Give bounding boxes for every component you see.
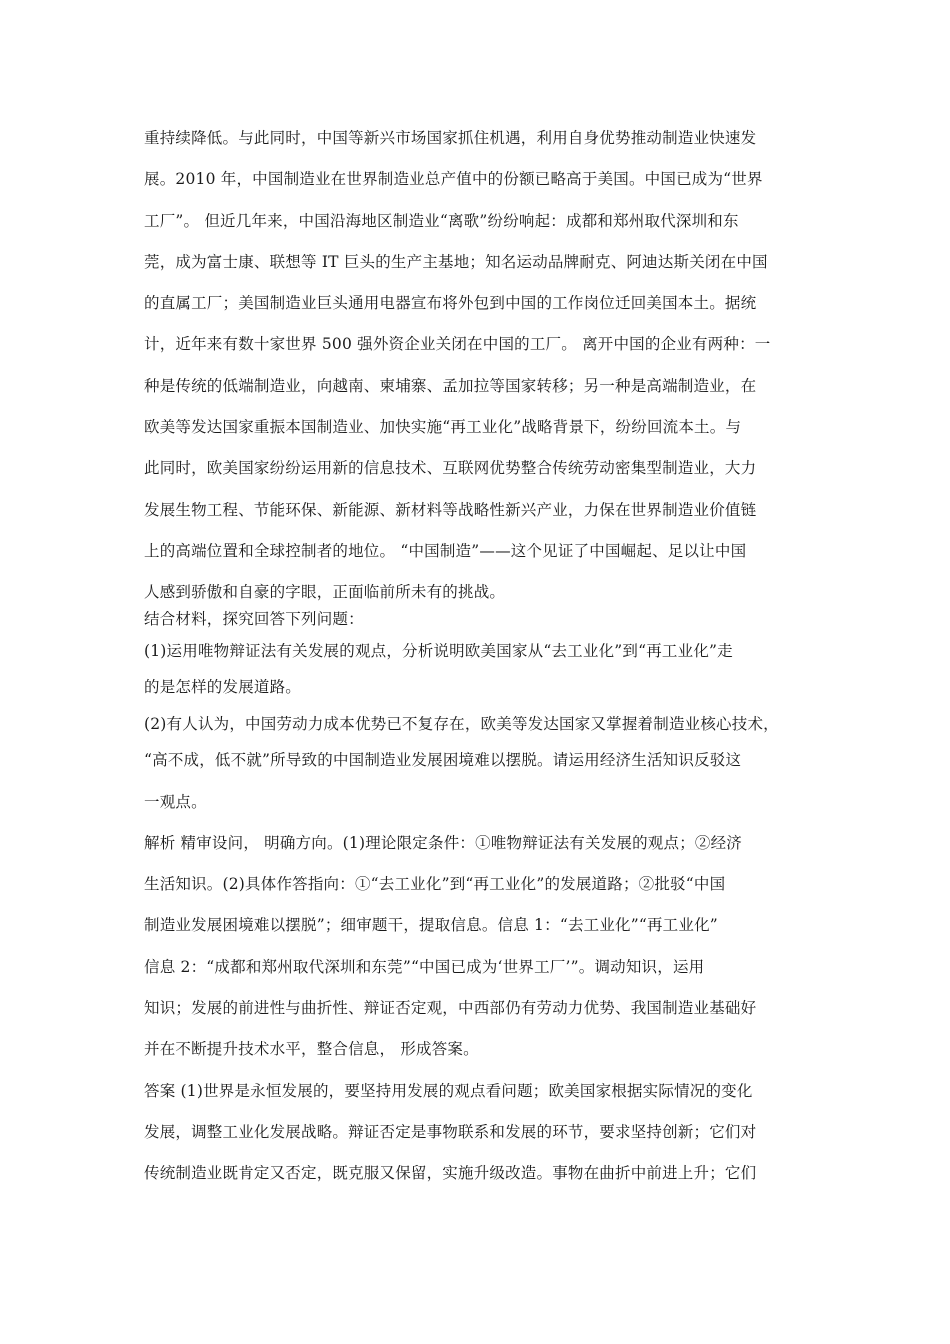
- material-line: 重持续降低。与此同时，中国等新兴市场国家抓住机遇，利用自身优势推动制造业快速发: [144, 129, 757, 147]
- questions-and-answers: [144, 603, 814, 1195]
- prompt-text: 结合材料，探究回答下列问题：: [144, 610, 364, 628]
- material-line: 展。2010 年，中国制造业在世界制造业总产值中的份额已略高于美国。中国已成为“世界: [144, 170, 763, 189]
- analysis-line: 信息 2：“成都和郑州取代深圳和东莞”“中国已成为‘世界工厂’”。调动知识，运用: [144, 957, 705, 976]
- material-line: 计，近年来有数十家世界 500 强外资企业关闭在中国的工厂。 离开中国的企业有两种：一: [144, 335, 771, 354]
- analysis-line: 解析 精审设问， 明确方向。(1)理论限定条件：①唯物辩证法有关发展的观点；②经济: [144, 833, 743, 852]
- analysis-line: 生活知识。(2)具体作答指向：①“去工业化”到“再工业化”的发展道路；②批驳“中国: [144, 875, 726, 894]
- material-line: 此同时，欧美国家纷纷运用新的信息技术、互联网优势整合传统劳动密集型制造业，大力: [144, 459, 757, 478]
- analysis-line: 制造业发展困境难以摆脱”；细审题干，提取信息。信息 1：“去工业化”“再工业化”: [144, 916, 718, 935]
- material-line: 人感到骄傲和自豪的字眼，正面临前所未有的挑战。: [144, 583, 506, 602]
- material-line: 的直属工厂；美国制造业巨头通用电器宣布将外包到中国的工作岗位迁回美国本土。据统: [144, 294, 757, 313]
- question-2-line: “高不成，低不就”所导致的中国制造业发展困境难以摆脱。请运用经济生活知识反驳这: [144, 751, 742, 770]
- analysis-line: 知识；发展的前进性与曲折性、辩证否定观，中西部仍有劳动力优势、我国制造业基础好: [144, 999, 757, 1018]
- question-1-line: (1)运用唯物辩证法有关发展的观点，分析说明欧美国家从“去工业化”到“再工业化”走: [144, 642, 733, 660]
- material-line: 工厂”。 但近几年来，中国沿海地区制造业“离歌”纷纷响起：成都和郑州取代深圳和东: [144, 211, 739, 230]
- material-line: 欧美等发达国家重振本国制造业、加快实施“再工业化”战略背景下，纷纷回流本土。与: [144, 418, 742, 437]
- question-2-line: 一观点。: [144, 792, 207, 811]
- answer-line: 答案 (1)世界是永恒发展的，要坚持用发展的观点看问题；欧美国家根据实际情况的变化: [144, 1081, 753, 1100]
- answer-line: 传统制造业既肯定又否定，既克服又保留，实施升级改造。事物在曲折中前进上升；它们: [144, 1164, 757, 1183]
- question-2-line: (2)有人认为，中国劳动力成本优势已不复存在，欧美等发达国家又掌握着制造业核心技术，: [144, 715, 779, 734]
- material-line: 种是传统的低端制造业，向越南、柬埔寨、孟加拉等国家转移；另一种是高端制造业，在: [144, 376, 757, 395]
- material-line: 莞，成为富士康、联想等 IT 巨头的生产主基地；知名运动品牌耐克、阿迪达斯关闭在中国: [144, 252, 768, 271]
- material-line: 上的高端位置和全球控制者的地位。 “中国制造”——这个见证了中国崛起、足以让中国: [144, 541, 747, 560]
- material-passage: [144, 118, 814, 614]
- answer-line: 发展，调整工业化发展战略。辩证否定是事物联系和发展的环节，要求坚持创新；它们对: [144, 1122, 757, 1141]
- question-1-line: 的是怎样的发展道路。: [144, 678, 302, 696]
- material-line: 发展生物工程、节能环保、新能源、新材料等战略性新兴产业，力保在世界制造业价值链: [144, 500, 757, 519]
- analysis-line: 并在不断提升技术水平，整合信息， 形成答案。: [144, 1040, 479, 1059]
